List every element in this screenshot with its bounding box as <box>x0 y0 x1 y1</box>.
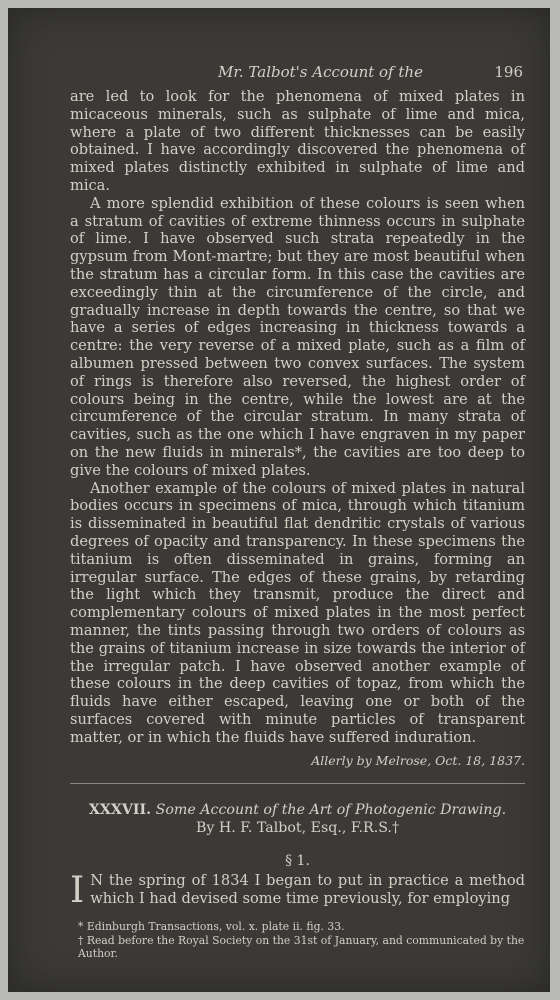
footnote-1: * Edinburgh Transactions, vol. x. plate ii. fig. 33. <box>78 920 345 933</box>
body-text <box>70 88 525 746</box>
signature-line: Allerly by Melrose, Oct. 18, 1837. <box>311 753 525 768</box>
article-title <box>70 801 525 837</box>
paragraph-3: Another example of the colours of mixed plates in natural bodies occurs in specimens of mica, through which titanium is disseminated in beautiful flat dendritic crystals of various degrees of opacity and transparency. In these specimens the titanium is often disseminated in grains, forming an irregular surface. The edges of these grains, by retarding the light which they transmit, produce the direct and complementary colours of mixed plates in the most perfect manner, the tints passing through two orders of colours as the grains of titanium increase in size towards the interior of the irregular patch. I have observed another example of these colours in the deep cavities of topaz, from which the fluids have either escaped, leaving one or both of the surfaces covered with minute particles of transparent matter, or in which the fluids have suffered induration. <box>70 479 525 746</box>
footnotes <box>78 920 525 961</box>
article-title-line-1 <box>70 801 525 819</box>
article-number: XXXVII. <box>88 802 152 818</box>
page-number: 196 <box>494 63 523 81</box>
dropcap-letter: I <box>70 870 85 911</box>
running-head: Mr. Talbot's Account of the <box>218 63 423 81</box>
article-intro <box>70 870 525 911</box>
paragraph-2: A more splendid exhibition of these colours is seen when a stratum of cavities of extreme thinness occurs in sulphate of lime. I have observed such strata repeatedly in the gypsum from Mont-martre; but they are most beautiful when the stratum has a circular form. In this case the cavities are exceedingly thin at the circumference of the circle, and gradually increase in depth towards the centre, so that we have a series of edges increasing in thickness towards a centre: the very reverse of a mixed plate, such as a film of albumen pressed between two convex surfaces. The system of rings is therefore also reversed, the highest order of colours being in the centre, while the lowest are at the circumference of the circular stratum. In many strata of cavities, such as the one which I have engraven in my paper on the new fluids in minerals*, the cavities are too deep to give the colours of mixed plates. <box>70 194 525 479</box>
section-divider <box>70 783 525 784</box>
article-title-text: Some Account of the Art of Photogenic Drawing. <box>155 802 507 818</box>
section-mark: § 1. <box>285 853 310 869</box>
article-author: By H. F. Talbot, Esq., F.R.S.† <box>195 820 400 836</box>
footnote-2: † Read before the Royal Society on the 31st of January, and communicated by the Author. <box>78 933 525 960</box>
article-intro-text: N the spring of 1834 I began to put in practice a method which I had devised some time previously, for employing <box>90 872 525 907</box>
page-sheet <box>8 8 550 992</box>
page-header <box>68 63 523 87</box>
paragraph-1: are led to look for the phenomena of mixed plates in micaceous minerals, such as sulphate of lime and mica, where a plate of two different thicknesses can be easily obtained. I have accordingly discovered the phenomena of mixed plates distinctly exhibited in sulphate of lime and mica. <box>70 88 525 194</box>
